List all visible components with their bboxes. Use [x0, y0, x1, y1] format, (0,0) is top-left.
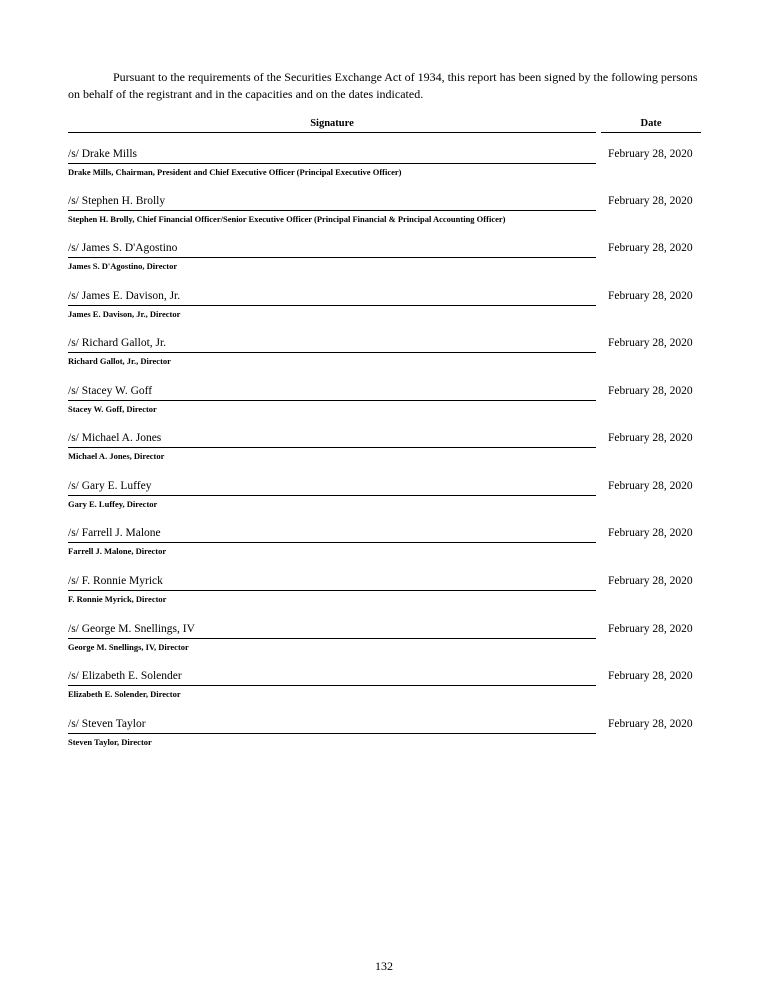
signature-line: /s/ George M. Snellings, IV [68, 623, 596, 639]
signatory-name-title: Michael A. Jones, Director [68, 451, 165, 461]
signature-line: /s/ Stephen H. Brolly [68, 195, 596, 211]
signatory-name-title: George M. Snellings, IV, Director [68, 642, 189, 652]
signature-line: /s/ Stacey W. Goff [68, 385, 596, 401]
page-number: 132 [375, 959, 393, 973]
signatory-name-title: Steven Taylor, Director [68, 737, 152, 747]
signature-block [68, 480, 708, 520]
signatory-name-title: Richard Gallot, Jr., Director [68, 356, 171, 366]
signature-line: /s/ Michael A. Jones [68, 432, 596, 448]
signature-date: February 28, 2020 [608, 290, 693, 302]
signature-line: /s/ F. Ronnie Myrick [68, 575, 596, 591]
signature-line: /s/ James S. D'Agostino [68, 242, 596, 258]
signature-date: February 28, 2020 [608, 337, 693, 349]
signature-date: February 28, 2020 [608, 527, 693, 539]
signature-line: /s/ Gary E. Luffey [68, 480, 596, 496]
signature-block [68, 575, 708, 615]
signature-block [68, 623, 708, 663]
signatory-name-title: James E. Davison, Jr., Director [68, 309, 181, 319]
signature-block [68, 670, 708, 710]
signature-date: February 28, 2020 [608, 385, 693, 397]
signature-date: February 28, 2020 [608, 718, 693, 730]
signature-date: February 28, 2020 [608, 148, 693, 160]
signature-date: February 28, 2020 [608, 623, 693, 635]
signatory-name-title: Drake Mills, Chairman, President and Chief Executive Officer (Principal Executive Officer) [68, 167, 402, 177]
signature-line: /s/ James E. Davison, Jr. [68, 290, 596, 306]
signature-line: /s/ Steven Taylor [68, 718, 596, 734]
signatory-name-title: Stephen H. Brolly, Chief Financial Officer/Senior Executive Officer (Principal Financial & Principal Accounting Officer) [68, 214, 506, 224]
date-column-header: Date [601, 118, 701, 133]
signature-block [68, 148, 708, 188]
signature-date: February 28, 2020 [608, 575, 693, 587]
signature-date: February 28, 2020 [608, 242, 693, 254]
signature-block [68, 527, 708, 567]
signature-column-header: Signature [68, 118, 596, 133]
signatory-name-title: Gary E. Luffey, Director [68, 499, 158, 509]
signature-line: /s/ Elizabeth E. Solender [68, 670, 596, 686]
signature-block [68, 432, 708, 472]
signature-line: /s/ Richard Gallot, Jr. [68, 337, 596, 353]
signature-block [68, 385, 708, 425]
signatory-name-title: James S. D'Agostino, Director [68, 261, 178, 271]
signature-date: February 28, 2020 [608, 195, 693, 207]
signatory-name-title: Farrell J. Malone, Director [68, 546, 167, 556]
signature-block [68, 242, 708, 282]
signature-block [68, 718, 708, 758]
intro-paragraph: Pursuant to the requirements of the Securities Exchange Act of 1934, this report has been signed by the following persons on behalf of the registrant and in the capacities and on the dates indicated. [68, 70, 698, 101]
signature-line: /s/ Drake Mills [68, 148, 596, 164]
signature-block [68, 290, 708, 330]
signature-block [68, 337, 708, 377]
signature-date: February 28, 2020 [608, 480, 693, 492]
signature-date: February 28, 2020 [608, 670, 693, 682]
signatory-name-title: Stacey W. Goff, Director [68, 404, 157, 414]
signatory-name-title: F. Ronnie Myrick, Director [68, 594, 167, 604]
signatory-name-title: Elizabeth E. Solender, Director [68, 689, 181, 699]
signature-block [68, 195, 708, 235]
signature-date: February 28, 2020 [608, 432, 693, 444]
signature-line: /s/ Farrell J. Malone [68, 527, 596, 543]
